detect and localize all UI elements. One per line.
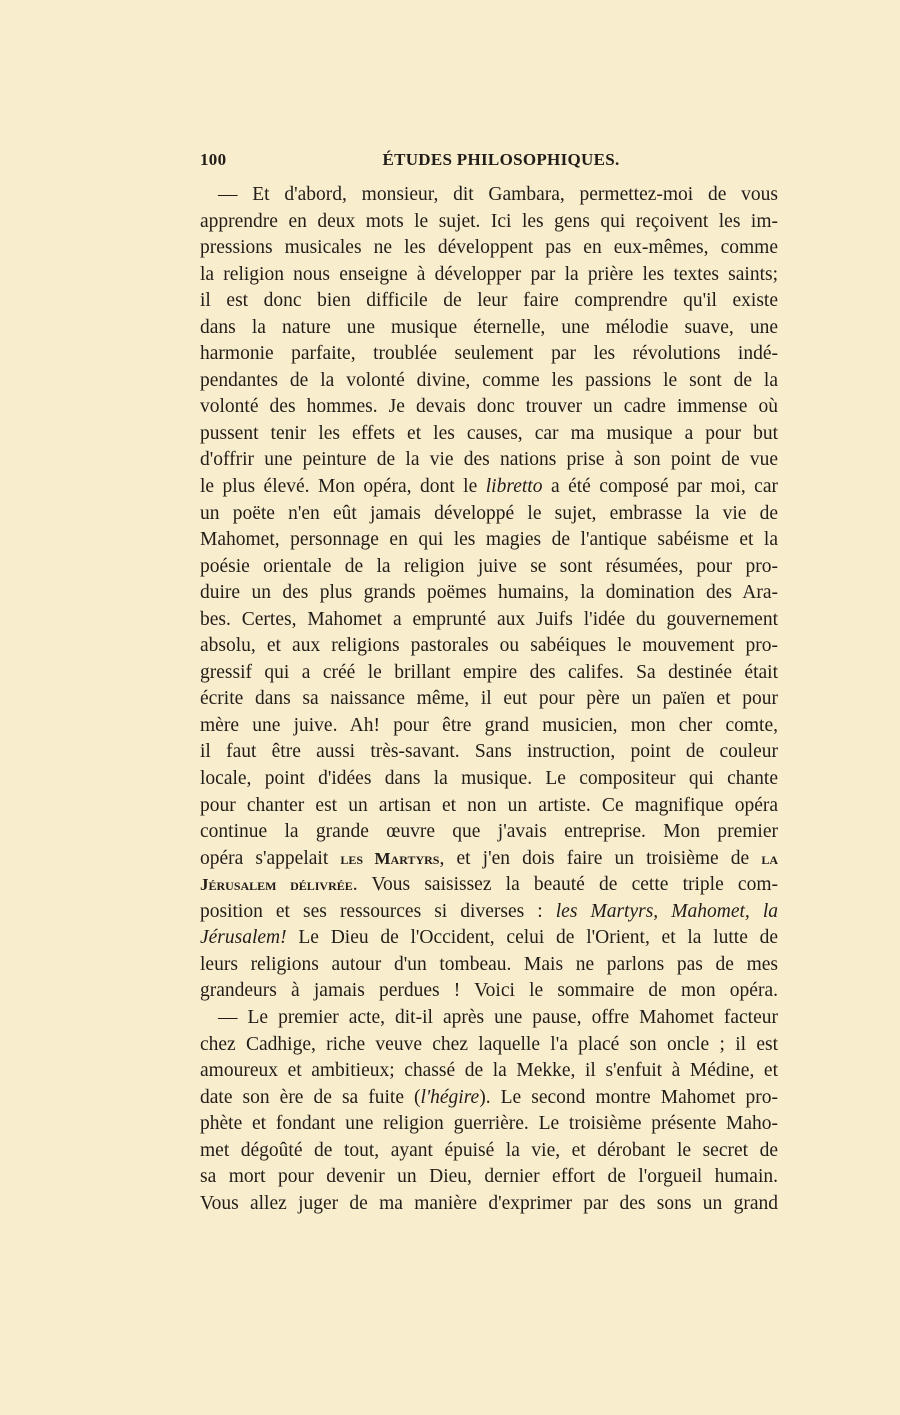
italic-text: libretto bbox=[485, 476, 543, 498]
italic-text: l'hégire bbox=[420, 1086, 480, 1108]
text-line bbox=[200, 209, 778, 236]
text-segment: pressions musicales ne les développent pas en eux-mêmes, comme bbox=[200, 237, 778, 259]
text-line bbox=[200, 1138, 778, 1165]
text-line bbox=[200, 660, 778, 687]
text-segment: volonté des hommes. Je devais donc trouver un cadre immense où bbox=[200, 396, 778, 418]
text-line bbox=[200, 447, 778, 474]
text-line bbox=[200, 633, 778, 660]
text-segment: Mahomet, personnage en qui les magies de l'antique sabéisme et la bbox=[200, 529, 778, 551]
text-line bbox=[200, 315, 778, 342]
text-line bbox=[200, 1005, 778, 1032]
text-segment: il est donc bien difficile de leur faire comprendre qu'il existe bbox=[200, 290, 778, 312]
text-line bbox=[200, 739, 778, 766]
text-line bbox=[200, 952, 778, 979]
text-segment: bes. Certes, Mahomet a emprunté aux Juifs l'idée du gouvernement bbox=[200, 608, 778, 630]
text-line bbox=[200, 235, 778, 262]
text-line bbox=[200, 580, 778, 607]
text-segment: grandeurs à jamais perdues ! Voici le sommaire de mon opéra. bbox=[200, 980, 778, 1002]
text-line bbox=[200, 474, 778, 501]
text-line bbox=[200, 1164, 778, 1191]
text-segment: locale, point d'idées dans la musique. Le compositeur qui chante bbox=[200, 768, 778, 790]
text-line bbox=[200, 846, 778, 873]
text-segment: d'offrir une peinture de la vie des nations prise à son point de vue bbox=[200, 449, 778, 471]
text-segment: le plus élevé. Mon opéra, dont le bbox=[200, 476, 486, 498]
text-segment: . Vous saisissez la beauté de cette triple com- bbox=[352, 874, 778, 896]
text-line bbox=[200, 394, 778, 421]
text-segment: amoureux et ambitieux; chassé de la Mekke, il s'enfuit à Médine, et bbox=[200, 1060, 778, 1082]
running-header bbox=[200, 150, 778, 176]
text-line bbox=[200, 1111, 778, 1138]
italic-text: Jérusalem! bbox=[200, 927, 287, 949]
text-segment: position et ses ressources si diverses : bbox=[200, 900, 556, 922]
text-line bbox=[200, 713, 778, 740]
text-line bbox=[200, 1058, 778, 1085]
text-segment: met dégoûté de tout, ayant épuisé la vie, et dérobant le secret de bbox=[200, 1139, 778, 1161]
text-segment: pendantes de la volonté divine, comme les passions le sont de la bbox=[200, 369, 778, 391]
text-segment: duire un des plus grands poëmes humains, la domination des Ara- bbox=[200, 582, 778, 604]
text-line bbox=[200, 421, 778, 448]
text-line bbox=[200, 288, 778, 315]
text-line bbox=[200, 899, 778, 926]
text-segment: écrite dans sa naissance même, il eut pour père un païen et pour bbox=[200, 688, 778, 710]
text-line bbox=[200, 501, 778, 528]
text-line bbox=[200, 262, 778, 289]
text-segment: pour chanter est un artisan et non un artiste. Ce magnifique opéra bbox=[200, 794, 778, 816]
text-segment: Vous allez juger de ma manière d'exprimer par des sons un grand bbox=[200, 1192, 778, 1214]
text-line bbox=[200, 872, 778, 899]
text-line bbox=[200, 341, 778, 368]
text-line bbox=[200, 1085, 778, 1112]
body-text bbox=[200, 182, 778, 1217]
text-segment: ). Le second montre Mahomet pro- bbox=[479, 1086, 778, 1108]
small-caps-text: Jérusalem délivrée bbox=[200, 875, 353, 895]
text-line bbox=[200, 686, 778, 713]
text-segment: apprendre en deux mots le sujet. Ici les gens qui reçoivent les im- bbox=[200, 210, 778, 232]
text-segment: un poëte n'en eût jamais développé le sujet, embrasse la vie de bbox=[200, 502, 778, 524]
text-line bbox=[200, 925, 778, 952]
text-segment: il faut être aussi très-savant. Sans instruction, point de couleur bbox=[200, 741, 778, 763]
text-segment: la religion nous enseigne à développer par la prière les textes saints; bbox=[200, 263, 778, 285]
text-line bbox=[200, 1191, 778, 1218]
text-segment: leurs religions autour d'un tombeau. Mais ne parlons pas de mes bbox=[200, 953, 778, 975]
small-caps-text: les Martyrs bbox=[340, 848, 440, 868]
text-line bbox=[200, 978, 778, 1005]
text-line bbox=[200, 1032, 778, 1059]
text-line bbox=[200, 527, 778, 554]
text-line bbox=[200, 554, 778, 581]
text-segment: phète et fondant une religion guerrière. Le troisième présente Maho- bbox=[200, 1113, 778, 1135]
text-segment: date son ère de sa fuite ( bbox=[200, 1086, 421, 1108]
text-segment: a été composé par moi, car bbox=[542, 476, 778, 498]
text-line bbox=[200, 182, 778, 209]
text-segment: pussent tenir les effets et les causes, car ma musique a pour but bbox=[200, 422, 778, 444]
text-segment: — Le premier acte, dit-il après une pause, offre Mahomet facteur bbox=[218, 1006, 778, 1028]
text-line bbox=[200, 607, 778, 634]
page-number: 100 bbox=[200, 150, 227, 169]
text-segment: , et j'en dois faire un troisième de bbox=[439, 847, 762, 869]
text-line bbox=[200, 766, 778, 793]
text-segment: dans la nature une musique éternelle, une mélodie suave, une bbox=[200, 316, 778, 338]
text-segment: chez Cadhige, riche veuve chez laquelle l'a placé son oncle ; il est bbox=[200, 1033, 778, 1055]
text-line bbox=[200, 793, 778, 820]
text-segment: opéra s'appelait bbox=[200, 847, 341, 869]
running-title: ÉTUDES PHILOSOPHIQUES. bbox=[382, 150, 620, 169]
text-segment: absolu, et aux religions pastorales ou sabéiques le mouvement pro- bbox=[200, 635, 778, 657]
text-segment: poésie orientale de la religion juive se sont résumées, pour pro- bbox=[200, 555, 778, 577]
text-segment: mère une juive. Ah! pour être grand musicien, mon cher comte, bbox=[200, 714, 778, 736]
text-segment: — Et d'abord, monsieur, dit Gambara, permettez-moi de vous bbox=[218, 184, 778, 205]
text-segment: sa mort pour devenir un Dieu, dernier effort de l'orgueil humain. bbox=[200, 1166, 778, 1188]
text-segment: gressif qui a créé le brillant empire des califes. Sa destinée était bbox=[200, 661, 778, 683]
text-line bbox=[200, 819, 778, 846]
text-segment: Le Dieu de l'Occident, celui de l'Orient, et la lutte de bbox=[286, 927, 778, 949]
text-segment: harmonie parfaite, troublée seulement par les révolutions indé- bbox=[200, 343, 778, 365]
text-segment: continue la grande œuvre que j'avais entreprise. Mon premier bbox=[200, 821, 778, 843]
text-line bbox=[200, 368, 778, 395]
small-caps-text: la bbox=[761, 848, 778, 868]
italic-text: les Martyrs, Mahomet, la bbox=[555, 900, 779, 922]
